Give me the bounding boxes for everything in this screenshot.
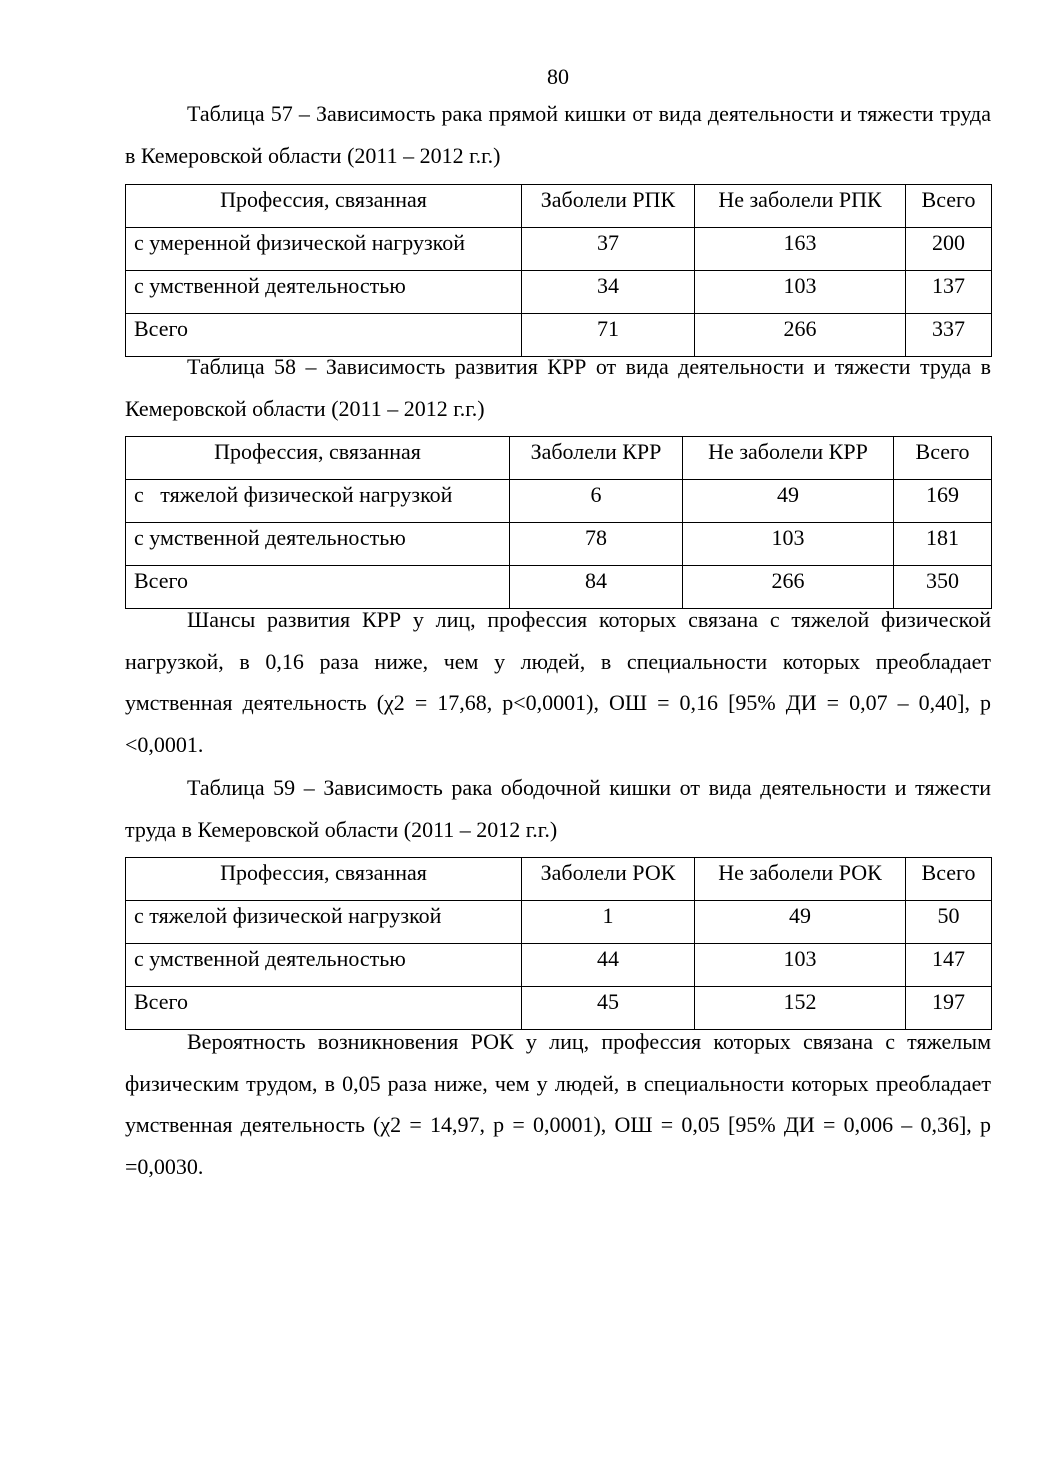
table-header-row	[126, 858, 992, 901]
table-cell: Всего	[126, 314, 522, 357]
table-cell: с умственной деятельностью	[126, 523, 510, 566]
table-cell: 50	[906, 901, 992, 944]
table-cell: 45	[522, 987, 695, 1030]
table-cell: 84	[510, 566, 683, 609]
table-header-row	[126, 185, 992, 228]
table-cell: 49	[683, 480, 894, 523]
table-cell: 169	[894, 480, 992, 523]
header-cell: Заболели КРР	[510, 437, 683, 480]
table-cell: 163	[695, 228, 906, 271]
table-cell: 266	[683, 566, 894, 609]
table-cell: 78	[510, 523, 683, 566]
table-cell: 200	[906, 228, 992, 271]
table-57-caption: Таблица 57 – Зависимость рака прямой кишки от вида деятельности и тяжести труда в Кемеровской области (2011 – 2012 г.г.)	[125, 101, 991, 168]
table-59	[125, 857, 992, 1030]
table-cell: 181	[894, 523, 992, 566]
table-cell: с умеренной физической нагрузкой	[126, 228, 522, 271]
page-number: 80	[547, 64, 569, 89]
table-cell: с тяжелой физической нагрузкой	[126, 480, 510, 523]
table-row	[126, 228, 992, 271]
header-cell: Не заболели РПК	[695, 185, 906, 228]
table-58-caption: Таблица 58 – Зависимость развития КРР от вида деятельности и тяжести труда в Кемеровской области (2011 – 2012 г.г.)	[125, 354, 991, 421]
table-cell: 147	[906, 944, 992, 987]
body-paragraph: Шансы развития КРР у лиц, профессия которых связана с тяжелой физической нагрузкой, в 0,16 раза ниже, чем у людей, в специальности которых преобладает умственная деятельность (χ2 = 17,68, р<0,0001), ОШ = 0,16 [95% ДИ = 0,07 – 0,40], р <0,0001.	[125, 607, 991, 757]
table-cell: 137	[906, 271, 992, 314]
table-cell: 49	[695, 901, 906, 944]
table-cell: 6	[510, 480, 683, 523]
table-cell: с умственной деятельностью	[126, 944, 522, 987]
table-cell: 350	[894, 566, 992, 609]
table-cell: Всего	[126, 566, 510, 609]
header-cell: Профессия, связанная	[126, 185, 522, 228]
table-header-row	[126, 437, 992, 480]
header-cell: Профессия, связанная	[126, 858, 522, 901]
table-cell: с тяжелой физической нагрузкой	[126, 901, 522, 944]
table-row	[126, 480, 992, 523]
header-cell: Заболели РПК	[522, 185, 695, 228]
table-row	[126, 901, 992, 944]
table-cell: 337	[906, 314, 992, 357]
table-row	[126, 271, 992, 314]
table-cell: 103	[695, 944, 906, 987]
table-cell: Всего	[126, 987, 522, 1030]
header-cell: Заболели РОК	[522, 858, 695, 901]
table-cell: 34	[522, 271, 695, 314]
table-58	[125, 436, 992, 609]
table-cell: 37	[522, 228, 695, 271]
header-cell: Всего	[894, 437, 992, 480]
table-cell: 152	[695, 987, 906, 1030]
table-cell: с умственной деятельностью	[126, 271, 522, 314]
table-row	[126, 944, 992, 987]
table-57	[125, 184, 992, 357]
table-cell: 71	[522, 314, 695, 357]
header-cell: Не заболели РОК	[695, 858, 906, 901]
header-cell: Профессия, связанная	[126, 437, 510, 480]
table-cell: 103	[683, 523, 894, 566]
header-cell: Всего	[906, 858, 992, 901]
table-cell: 44	[522, 944, 695, 987]
table-59-caption: Таблица 59 – Зависимость рака ободочной кишки от вида деятельности и тяжести труда в Кемеровской области (2011 – 2012 г.г.)	[125, 775, 991, 842]
table-cell: 197	[906, 987, 992, 1030]
table-row	[126, 523, 992, 566]
body-paragraph: Вероятность возникновения РОК у лиц, профессия которых связана с тяжелым физическим трудом, в 0,05 раза ниже, чем у людей, в специальности которых преобладает умственная деятельность (χ2 = 14,97, р = 0,0001), ОШ = 0,05 [95% ДИ = 0,006 – 0,36], р =0,0030.	[125, 1029, 991, 1179]
table-cell: 266	[695, 314, 906, 357]
header-cell: Не заболели КРР	[683, 437, 894, 480]
header-cell: Всего	[906, 185, 992, 228]
table-cell: 103	[695, 271, 906, 314]
table-cell: 1	[522, 901, 695, 944]
